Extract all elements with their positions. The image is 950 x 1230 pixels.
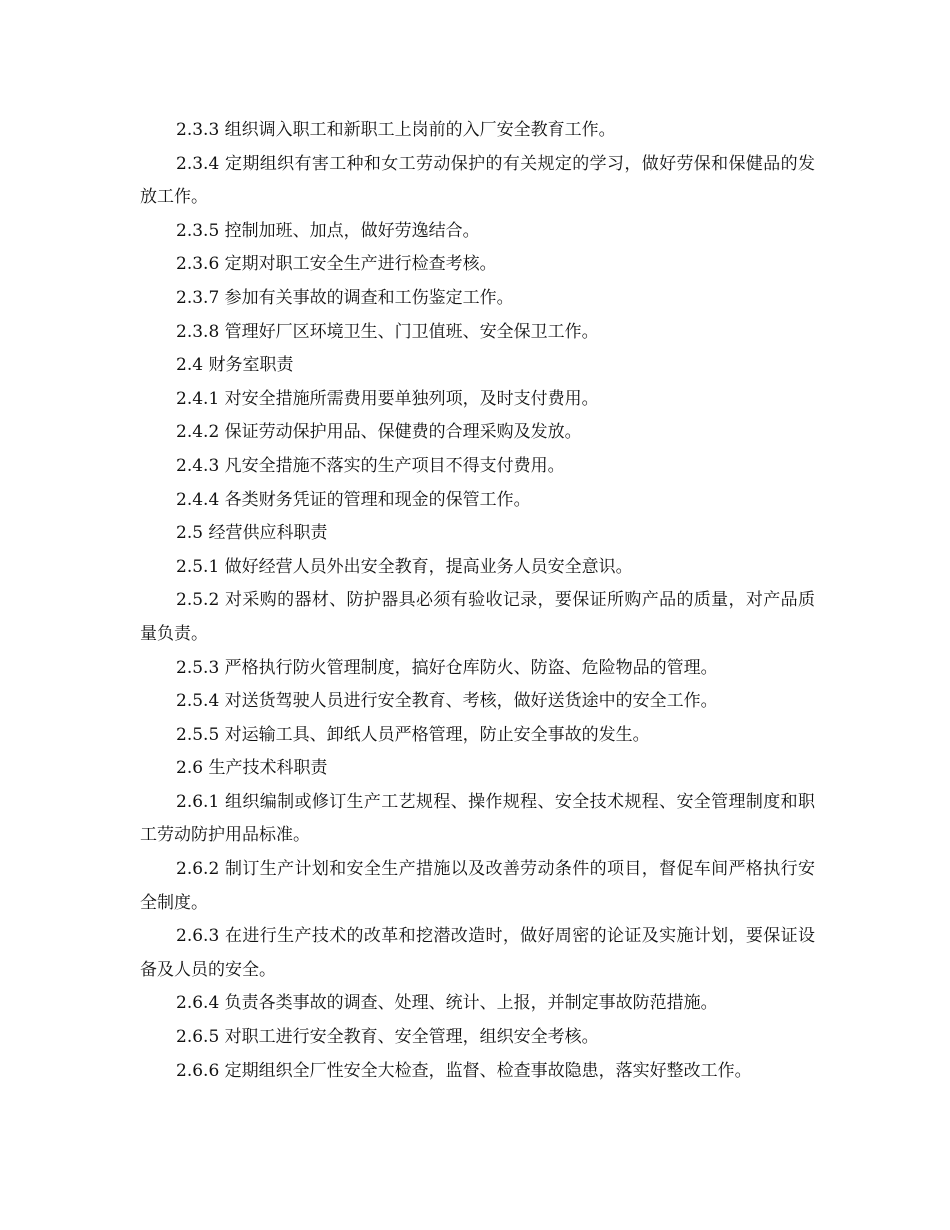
paragraph-2-4-3: 2.4.3 凡安全措施不落实的生产项目不得支付费用。 xyxy=(176,455,565,476)
paragraph-2-6-2: 2.6.2 制订生产计划和安全生产措施以及改善劳动条件的项目，督促车间严格执行安全制度。 xyxy=(140,859,815,913)
paragraph-2-3-6: 2.3.6 定期对职工安全生产进行检查考核。 xyxy=(176,254,497,275)
paragraph-2-6-4: 2.6.4 负责各类事故的调查、处理、统计、上报，并制定事故防范措施。 xyxy=(176,993,718,1014)
paragraph-2-5-1: 2.5.1 做好经营人员外出安全教育，提高业务人员安全意识。 xyxy=(176,556,633,577)
paragraph-2-5-4: 2.5.4 对送货驾驶人员进行安全教育、考核，做好送货途中的安全工作。 xyxy=(176,691,718,712)
paragraph-2-3-5: 2.3.5 控制加班、加点，做好劳逸结合。 xyxy=(176,220,480,241)
paragraph-2-6-3: 2.6.3 在进行生产技术的改革和挖潜改造时，做好周密的论证及实施计划，要保证设备及人员的安全。 xyxy=(140,926,815,980)
paragraph-2-3-4: 2.3.4 定期组织有害工种和女工劳动保护的有关规定的学习，做好劳保和保健品的发放工作。 xyxy=(140,153,815,208)
paragraph-2-5-2: 2.5.2 对采购的器材、防护器具必须有验收记录，要保证所购产品的质量，对产品质量负责。 xyxy=(140,590,815,644)
paragraph-2-5-5: 2.5.5 对运输工具、卸纸人员严格管理，防止安全事故的发生。 xyxy=(176,724,650,745)
section-heading-2-6: 2.6 生产技术科职责 xyxy=(176,758,328,779)
paragraph-2-6-6: 2.6.6 定期组织全厂性安全大检查，监督、检查事故隐患，落实好整改工作。 xyxy=(176,1060,752,1081)
paragraph-2-6-1: 2.6.1 组织编制或修订生产工艺规程、操作规程、安全技术规程、安全管理制度和职工劳动防护用品标准。 xyxy=(140,791,815,846)
paragraph-2-5-3: 2.5.3 严格执行防火管理制度，搞好仓库防火、防盗、危险物品的管理。 xyxy=(176,657,718,678)
section-heading-2-4: 2.4 财务室职责 xyxy=(176,355,294,376)
paragraph-2-3-7: 2.3.7 参加有关事故的调查和工伤鉴定工作。 xyxy=(176,287,514,308)
paragraph-2-4-4: 2.4.4 各类财务凭证的管理和现金的保管工作。 xyxy=(176,489,531,510)
paragraph-2-4-2: 2.4.2 保证劳动保护用品、保健费的合理采购及发放。 xyxy=(176,422,582,443)
paragraph-2-4-1: 2.4.1 对安全措施所需费用要单独列项，及时支付费用。 xyxy=(176,388,599,409)
section-heading-2-5: 2.5 经营供应科职责 xyxy=(176,523,328,544)
paragraph-2-6-5: 2.6.5 对职工进行安全教育、安全管理，组织安全考核。 xyxy=(176,1027,599,1048)
paragraph-2-3-3: 2.3.3 组织调入职工和新职工上岗前的入厂安全教育工作。 xyxy=(176,120,616,140)
paragraph-2-3-8: 2.3.8 管理好厂区环境卫生、门卫值班、安全保卫工作。 xyxy=(176,321,599,342)
document-body xyxy=(140,114,815,1088)
